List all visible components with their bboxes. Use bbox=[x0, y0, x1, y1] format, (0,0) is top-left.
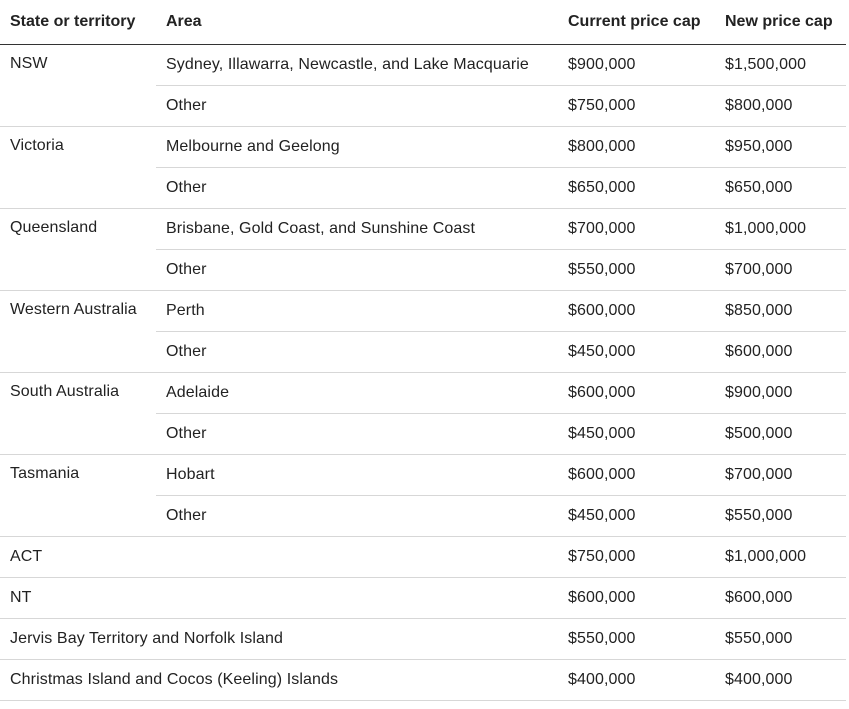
new-price-cell: $950,000 bbox=[715, 127, 846, 168]
current-price-cell: $450,000 bbox=[558, 496, 715, 537]
area-cell: Hobart bbox=[156, 455, 558, 496]
area-cell: Perth bbox=[156, 291, 558, 332]
new-price-cell: $1,000,000 bbox=[715, 209, 846, 250]
state-cell: Jervis Bay Territory and Norfolk Island bbox=[0, 619, 558, 660]
state-cell: Western Australia bbox=[0, 291, 156, 373]
state-cell: South Australia bbox=[0, 373, 156, 455]
current-price-cell: $600,000 bbox=[558, 373, 715, 414]
area-cell: Adelaide bbox=[156, 373, 558, 414]
new-price-cell: $1,500,000 bbox=[715, 45, 846, 86]
table-row bbox=[0, 537, 846, 578]
table-row bbox=[0, 373, 846, 414]
table-row bbox=[0, 209, 846, 250]
area-cell: Brisbane, Gold Coast, and Sunshine Coast bbox=[156, 209, 558, 250]
current-price-cell: $750,000 bbox=[558, 86, 715, 127]
table-row bbox=[0, 127, 846, 168]
new-price-cell: $700,000 bbox=[715, 250, 846, 291]
new-price-cell: $900,000 bbox=[715, 373, 846, 414]
current-price-cell: $600,000 bbox=[558, 291, 715, 332]
state-cell: ACT bbox=[0, 537, 558, 578]
current-price-cell: $600,000 bbox=[558, 578, 715, 619]
table-row bbox=[0, 578, 846, 619]
area-cell: Other bbox=[156, 168, 558, 209]
header-current-price-cap: Current price cap bbox=[558, 0, 715, 45]
table-header bbox=[0, 0, 846, 45]
new-price-cell: $650,000 bbox=[715, 168, 846, 209]
table-row bbox=[0, 660, 846, 701]
table-row bbox=[0, 619, 846, 660]
area-cell: Other bbox=[156, 496, 558, 537]
area-cell: Other bbox=[156, 414, 558, 455]
header-new-price-cap: New price cap bbox=[715, 0, 846, 45]
area-cell: Other bbox=[156, 250, 558, 291]
current-price-cell: $700,000 bbox=[558, 209, 715, 250]
state-cell: Christmas Island and Cocos (Keeling) Islands bbox=[0, 660, 558, 701]
current-price-cell: $550,000 bbox=[558, 619, 715, 660]
area-cell: Sydney, Illawarra, Newcastle, and Lake Macquarie bbox=[156, 45, 558, 86]
new-price-cell: $600,000 bbox=[715, 578, 846, 619]
current-price-cell: $750,000 bbox=[558, 537, 715, 578]
header-state: State or territory bbox=[0, 0, 156, 45]
new-price-cell: $700,000 bbox=[715, 455, 846, 496]
state-cell: Tasmania bbox=[0, 455, 156, 537]
state-cell: NSW bbox=[0, 45, 156, 127]
table-row bbox=[0, 291, 846, 332]
current-price-cell: $600,000 bbox=[558, 455, 715, 496]
header-row bbox=[0, 0, 846, 45]
current-price-cell: $450,000 bbox=[558, 332, 715, 373]
new-price-cell: $550,000 bbox=[715, 496, 846, 537]
state-cell: Victoria bbox=[0, 127, 156, 209]
new-price-cell: $1,000,000 bbox=[715, 537, 846, 578]
area-cell: Other bbox=[156, 332, 558, 373]
current-price-cell: $900,000 bbox=[558, 45, 715, 86]
table-row bbox=[0, 45, 846, 86]
new-price-cell: $800,000 bbox=[715, 86, 846, 127]
new-price-cell: $550,000 bbox=[715, 619, 846, 660]
table-body bbox=[0, 45, 846, 701]
current-price-cell: $450,000 bbox=[558, 414, 715, 455]
new-price-cell: $500,000 bbox=[715, 414, 846, 455]
new-price-cell: $850,000 bbox=[715, 291, 846, 332]
current-price-cell: $650,000 bbox=[558, 168, 715, 209]
state-cell: Queensland bbox=[0, 209, 156, 291]
new-price-cell: $400,000 bbox=[715, 660, 846, 701]
area-cell: Other bbox=[156, 86, 558, 127]
state-cell: NT bbox=[0, 578, 558, 619]
area-cell: Melbourne and Geelong bbox=[156, 127, 558, 168]
current-price-cell: $800,000 bbox=[558, 127, 715, 168]
current-price-cell: $400,000 bbox=[558, 660, 715, 701]
new-price-cell: $600,000 bbox=[715, 332, 846, 373]
header-area: Area bbox=[156, 0, 558, 45]
table-row bbox=[0, 455, 846, 496]
current-price-cell: $550,000 bbox=[558, 250, 715, 291]
